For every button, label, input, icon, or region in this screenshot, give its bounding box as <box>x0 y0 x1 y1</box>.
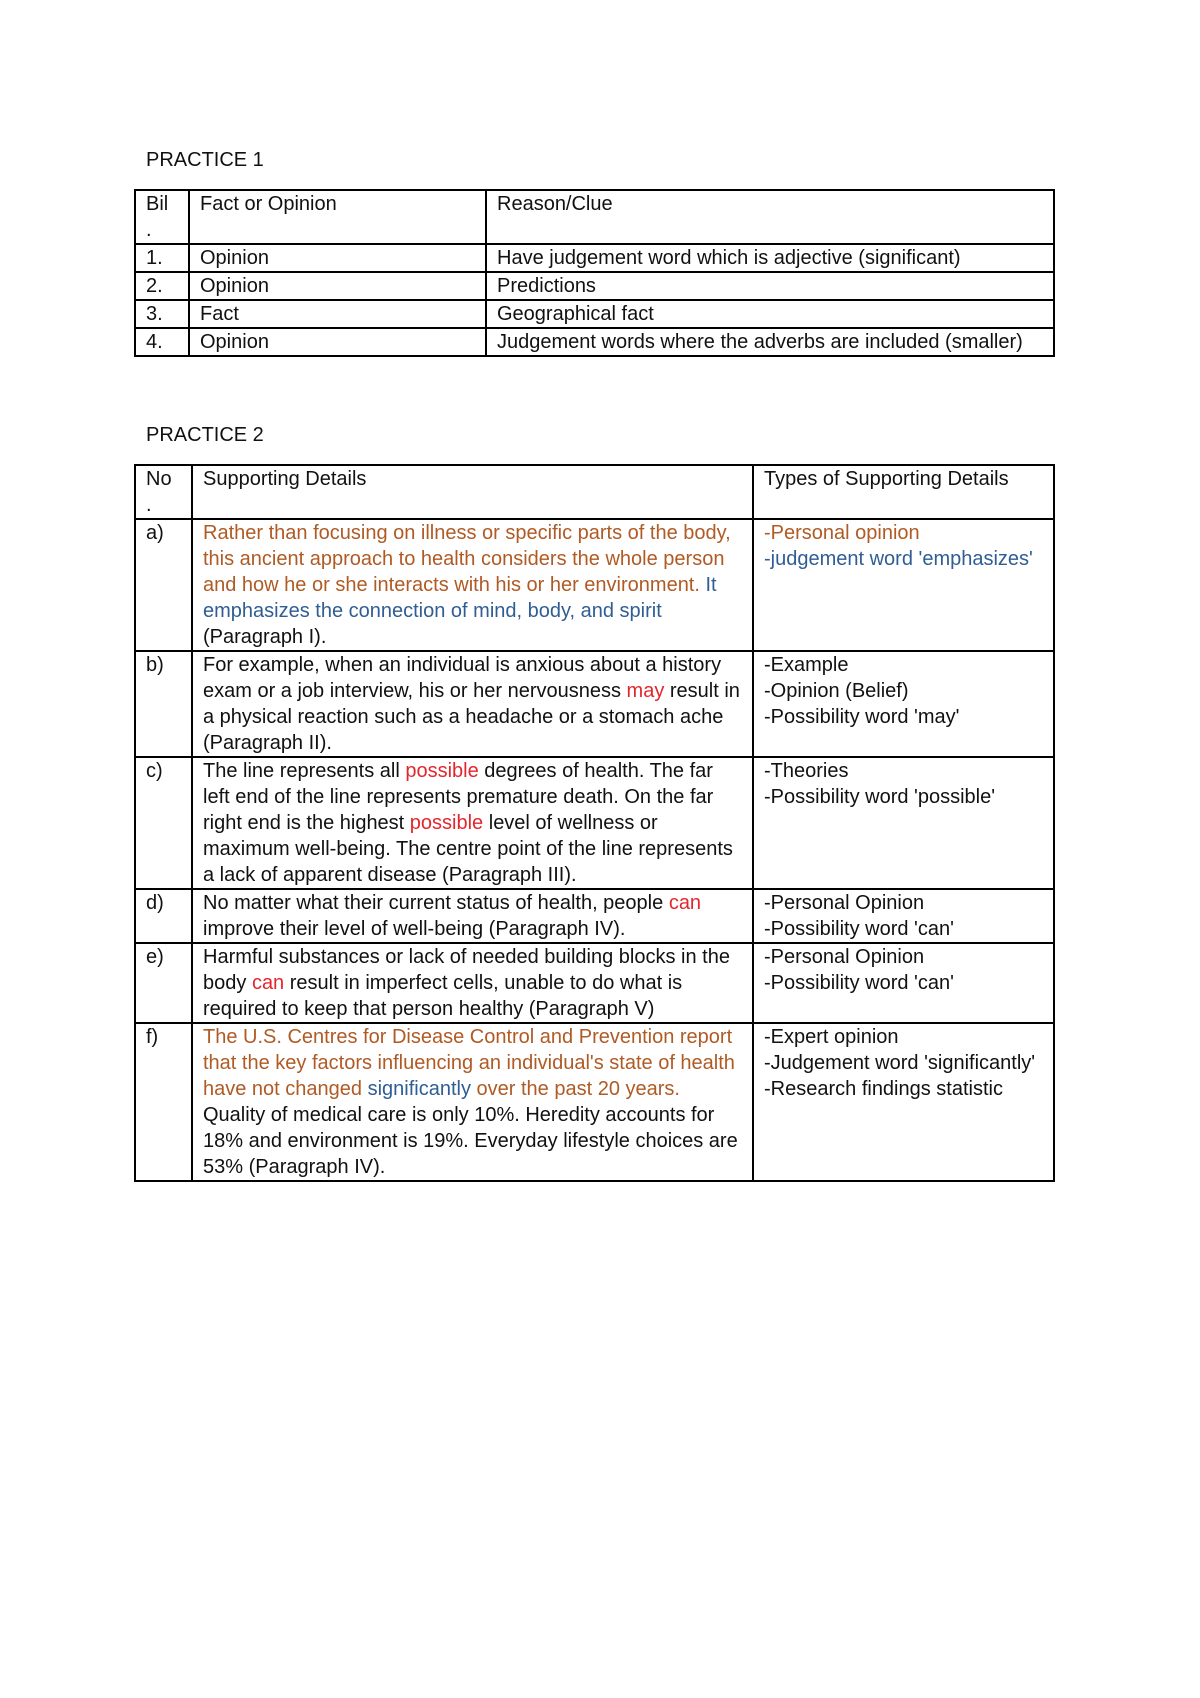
column-header: Bil . <box>135 190 189 244</box>
detail-text-segment: improve their level of well-being (Paragraph IV). <box>203 918 626 940</box>
table-row <box>135 244 1054 272</box>
detail-text-segment: may <box>626 680 665 702</box>
cell-no: e) <box>135 943 192 1023</box>
column-header: Fact or Opinion <box>189 190 486 244</box>
cell-supporting-details <box>192 1023 753 1181</box>
cell-supporting-details <box>192 889 753 943</box>
table-header-row <box>135 465 1054 519</box>
detail-text-segment: over the past 20 years. <box>470 1078 680 1100</box>
table-row <box>135 272 1054 300</box>
type-text-segment: -Possibility word 'possible' <box>764 786 996 808</box>
type-text-segment: -Possibility word 'can' <box>764 918 954 940</box>
detail-text-segment: degrees of health. The far left end of the line represents premature death. On the far right end is the highest <box>203 760 714 834</box>
cell-no: 2. <box>135 272 189 300</box>
type-line <box>764 916 1043 942</box>
cell-supporting-details <box>192 943 753 1023</box>
detail-text-segment: Quality of medical care is only 10%. Heredity accounts for 18% and environment is 19%. Everyday lifestyle choices are 53% (Paragraph IV). <box>203 1104 738 1178</box>
cell-type: Opinion <box>189 328 486 356</box>
type-text-segment: -judgement word 'emphasizes' <box>764 548 1033 570</box>
cell-reason: Geographical fact <box>486 300 1054 328</box>
table-row <box>135 328 1054 356</box>
type-text-segment: -Possibility word 'can' <box>764 972 954 994</box>
cell-no: b) <box>135 651 192 757</box>
type-text-segment: -Theories <box>764 760 849 782</box>
detail-text-segment: result in imperfect cells, unable to do what is required to keep that person healthy (Paragraph V) <box>203 972 683 1020</box>
cell-no: a) <box>135 519 192 651</box>
table-row <box>135 300 1054 328</box>
type-line <box>764 784 1043 810</box>
type-line <box>764 704 1043 730</box>
type-text-segment: -Opinion (Belief) <box>764 680 909 702</box>
detail-text-segment: No matter what their current status of health, people <box>203 892 669 914</box>
type-text-segment: -Possibility word 'may' <box>764 706 960 728</box>
cell-no: 3. <box>135 300 189 328</box>
type-text-segment: -Research findings statistic <box>764 1078 1003 1100</box>
detail-text-segment: level of wellness or maximum well-being. The centre point of the line represents a lack of apparent disease (Paragraph III). <box>203 812 733 886</box>
detail-text-segment: It emphasizes the connection of mind, body, and spirit <box>203 574 717 622</box>
cell-types <box>753 943 1054 1023</box>
cell-reason: Judgement words where the adverbs are included (smaller) <box>486 328 1054 356</box>
type-line <box>764 520 1043 546</box>
detail-text-segment: (Paragraph I). <box>203 626 327 648</box>
detail-text-segment: possible <box>409 812 484 834</box>
type-line <box>764 1076 1043 1102</box>
type-text-segment: -Example <box>764 654 849 676</box>
type-text-segment: -Personal Opinion <box>764 892 925 914</box>
detail-text-segment: For example, when an individual is anxious about a history exam or a job interview, his or her nervousness <box>203 654 722 702</box>
type-text-segment: -Judgement word 'significantly' <box>764 1052 1036 1074</box>
type-line <box>764 678 1043 704</box>
cell-types <box>753 651 1054 757</box>
cell-type: Opinion <box>189 272 486 300</box>
table-row <box>135 519 1054 651</box>
type-line <box>764 546 1043 572</box>
cell-supporting-details <box>192 651 753 757</box>
detail-text-segment: The line represents all <box>203 760 406 782</box>
practice-1-table <box>134 189 1055 357</box>
detail-text-segment: possible <box>405 760 479 782</box>
type-text-segment: -Personal opinion <box>764 522 920 544</box>
detail-text-segment: significantly <box>367 1078 471 1100</box>
cell-no: 1. <box>135 244 189 272</box>
table-row <box>135 757 1054 889</box>
cell-no: c) <box>135 757 192 889</box>
cell-supporting-details <box>192 519 753 651</box>
cell-reason: Have judgement word which is adjective (significant) <box>486 244 1054 272</box>
table-row <box>135 943 1054 1023</box>
detail-text-segment: can <box>668 892 702 914</box>
detail-text-segment: The U.S. Centres for Disease Control and Prevention report that the key factors influencing an individual's state of health have not changed <box>203 1026 735 1100</box>
cell-types <box>753 1023 1054 1181</box>
practice-1-heading: PRACTICE 1 <box>146 149 264 171</box>
practice-2-heading: PRACTICE 2 <box>146 424 264 446</box>
cell-supporting-details <box>192 757 753 889</box>
column-header: Supporting Details <box>192 465 753 519</box>
table-row <box>135 651 1054 757</box>
cell-no: f) <box>135 1023 192 1181</box>
type-line <box>764 1050 1043 1076</box>
cell-no: 4. <box>135 328 189 356</box>
detail-text-segment: can <box>251 972 285 994</box>
cell-type: Fact <box>189 300 486 328</box>
detail-text-segment: Rather than focusing on illness or specific parts of the body, this ancient approach to health considers the whole person and how he or she interacts with his or her environment. <box>203 522 731 596</box>
column-header: Reason/Clue <box>486 190 1054 244</box>
detail-text-segment: result in a physical reaction such as a headache or a stomach ache (Paragraph II). <box>203 680 740 754</box>
table-row <box>135 1023 1054 1181</box>
type-line <box>764 944 1043 970</box>
type-line <box>764 652 1043 678</box>
column-header: No . <box>135 465 192 519</box>
cell-reason: Predictions <box>486 272 1054 300</box>
type-line <box>764 1024 1043 1050</box>
cell-types <box>753 889 1054 943</box>
detail-text-segment: Harmful substances or lack of needed building blocks in the body <box>203 946 730 994</box>
type-line <box>764 890 1043 916</box>
type-line <box>764 970 1043 996</box>
cell-no: d) <box>135 889 192 943</box>
table-header-row <box>135 190 1054 244</box>
table-row <box>135 889 1054 943</box>
cell-types <box>753 757 1054 889</box>
cell-types <box>753 519 1054 651</box>
practice-2-table <box>134 464 1055 1182</box>
column-header: Types of Supporting Details <box>753 465 1054 519</box>
type-text-segment: -Expert opinion <box>764 1026 899 1048</box>
type-text-segment: -Personal Opinion <box>764 946 925 968</box>
cell-type: Opinion <box>189 244 486 272</box>
type-line <box>764 758 1043 784</box>
